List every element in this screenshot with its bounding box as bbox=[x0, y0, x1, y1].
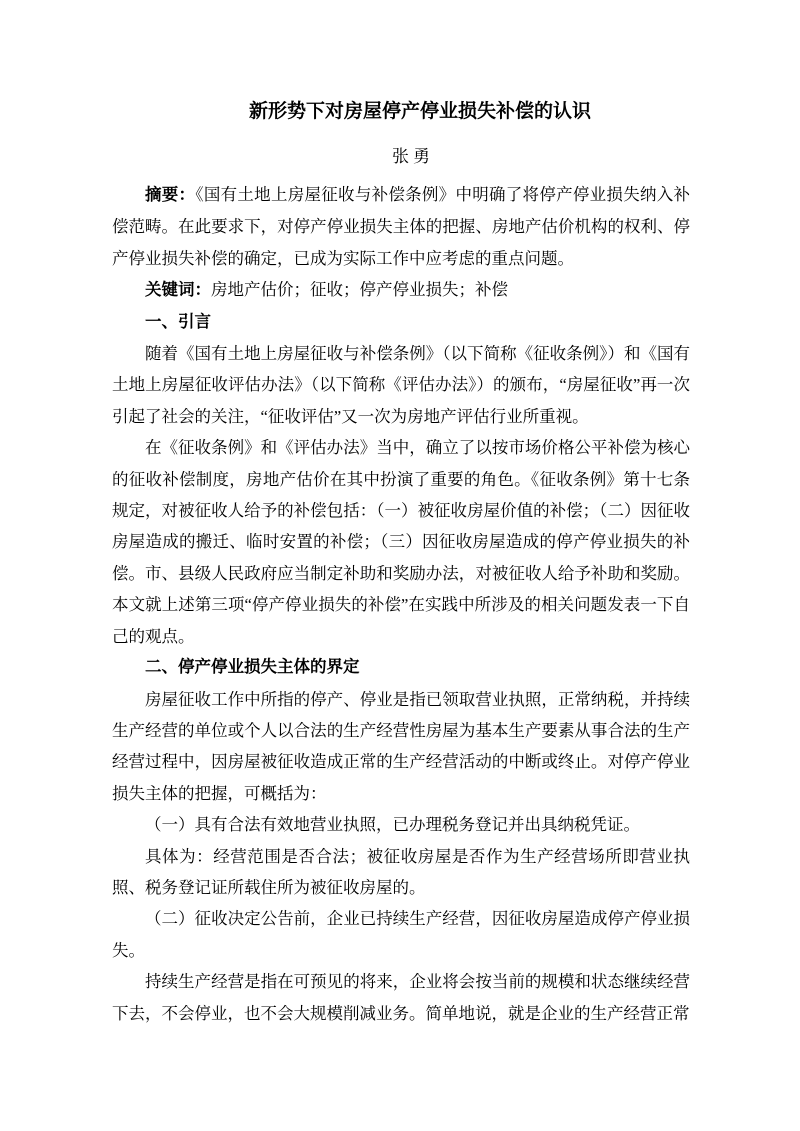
section-2-paragraph-5: 持续生产经营是指在可预见的将来，企业将会按当前的规模和状态继续经营下去，不会停业，也不会大规模削减业务。简单地说，就是企业的生产经营正常 bbox=[112, 972, 690, 1023]
section-1-paragraph-1: 随着《国有土地上房屋征收与补偿条例》（以下简称《征收条例》）和《国有土地上房屋征收评估办法》（以下简称《评估办法》）的颁布，“房屋征收”再一次引起了社会的关注，“征收评估”又一次为房地产评估行业所重视。 bbox=[112, 344, 690, 426]
abstract-label: 摘要： bbox=[145, 186, 196, 204]
section-2-paragraph-1: 房屋征收工作中所指的停产、停业是指已领取营业执照，正常纳税，并持续生产经营的单位或个人以合法的生产经营性房屋为基本生产要素从事合法的生产经营过程中，因房屋被征收造成正常的生产经营活动的中断或终止。对停产停业损失主体的把握，可概括为： bbox=[112, 689, 690, 803]
section-2-paragraph-2: （一）具有合法有效地营业执照，已办理税务登记并出具纳税凭证。 bbox=[145, 815, 640, 835]
keywords-paragraph bbox=[112, 274, 690, 306]
section-1-heading: 一、引言 bbox=[145, 312, 211, 331]
document-body bbox=[112, 179, 690, 1029]
section-1-paragraph-2: 在《征收条例》和《评估办法》当中，确立了以按市场价格公平补偿为核心的征收补偿制度，房地产估价在其中扮演了重要的角色。《征收条例》第十七条规定，对被征收人给予的补偿包括：（一）被征收房屋价值的补偿；（二）因征收房屋造成的搬迁、临时安置的补偿；（三）因征收房屋造成的停产停业损失的补偿。市、县级人民政府应当制定补助和奖励办法，对被征收人给予补助和奖励。本文就上述第三项“停产停业损失的补偿”在实践中所涉及的相关问题发表一下自己的观点。 bbox=[112, 438, 690, 646]
section-2-paragraph-4: （二）征收决定公告前，企业已持续生产经营，因征收房屋造成停产停业损失。 bbox=[112, 909, 690, 960]
keywords-text: 房地产估价；征收；停产停业损失；补偿 bbox=[211, 280, 508, 300]
section-2-paragraph-3: 具体为：经营范围是否合法；被征收房屋是否作为生产经营场所即营业执照、税务登记证所载住所为被征收房屋的。 bbox=[112, 846, 690, 897]
abstract-text: 《国有土地上房屋征收与补偿条例》中明确了将停产停业损失纳入补偿范畴。在此要求下，对停产停业损失主体的把握、房地产估价机构的权利、停产停业损失补偿的确定，已成为实际工作中应考虑的重点问题。 bbox=[112, 185, 691, 268]
section-2-heading: 二、停产停业损失主体的界定 bbox=[145, 658, 360, 677]
paper-title: 新形势下对房屋停产停业损失补偿的认识 bbox=[248, 101, 591, 122]
keywords-label: 关键词： bbox=[145, 281, 211, 300]
paper-author: 张勇 bbox=[392, 147, 434, 166]
abstract-paragraph bbox=[112, 179, 690, 274]
